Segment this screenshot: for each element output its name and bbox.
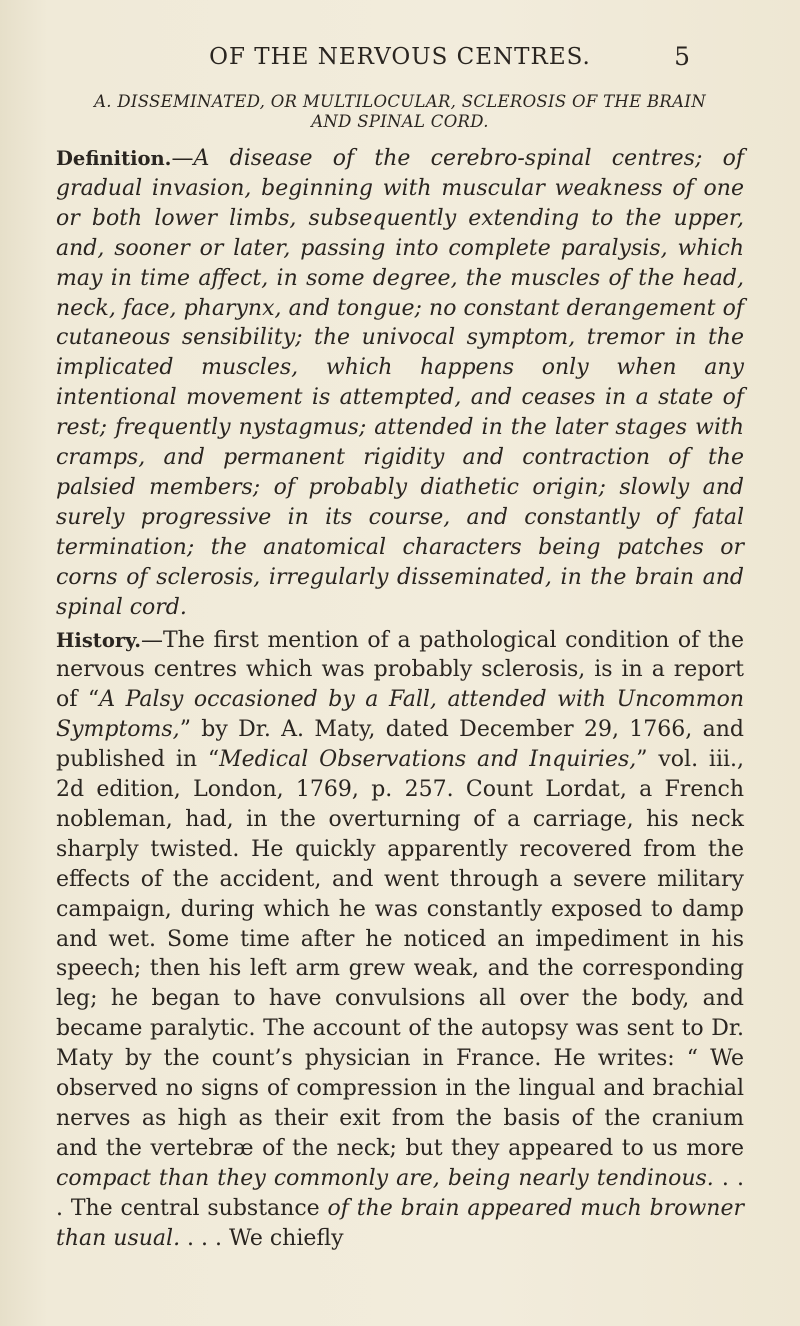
running-head: [0, 40, 800, 80]
history-quote-emphasis-1: compact than they commonly are, being nearly tendinous.: [56, 1165, 714, 1191]
history-cited-title-2: Medical Observations and Inquiries,: [219, 747, 637, 773]
history-text-1: The first mention of a pathological condition of the nervous centres which was probably sclerosis, is in a report of “: [56, 627, 744, 713]
running-title: OF THE NERVOUS CENTRES.: [209, 44, 591, 70]
history-quote-emphasis-2: of the brain appeared much browner than usual.: [56, 1195, 744, 1251]
history-text-5: . . . We chiefly: [180, 1225, 344, 1251]
history-dash: —: [140, 627, 163, 653]
history-text-3: ” vol. iii., 2d edition, London, 1769, p. 257. Count Lordat, a French nobleman, had, in the overturning of a carriage, his neck sharply twisted. He quickly apparently recovered from the effects of the accident, and went through a severe military campaign, during which he was constantly exposed to damp and wet. Some time after he noticed an impediment in his speech; then his left arm grew weak, and the corresponding leg; he began to have convulsions all over the body, and became paralytic. The account of the autopsy was sent to Dr. Maty by the count’s physician in France. He writes: “ We observed no signs of compression in the lingual and brachial nerves as high as their exit from the basis of the cranium and the vertebræ of the neck; but they appeared to us more: [56, 747, 745, 1161]
definition-paragraph: [56, 144, 744, 623]
history-label: History.: [56, 628, 141, 652]
section-heading-line-1: A. DISSEMINATED, OR MULTILOCULAR, SCLEROSIS OF THE BRAIN: [94, 92, 706, 111]
history-paragraph: [56, 626, 744, 1254]
page-number: 5: [674, 42, 690, 71]
definition-text: A disease of the cerebro-spinal centres; of gradual invasion, beginning with muscular weakness of one or both lower limbs, subsequently extending to the upper, and, sooner or later, passing into complete paralysis, which may in time affect, in some degree, the muscles of the head, neck, face, pharynx, and tongue; no constant derangement of cutaneous sensibility; the univocal symptom, tremor in the implicated muscles, which happens only when any intentional movement is attempted, and ceases in a state of rest; frequently nystagmus; attended in the later stages with cramps, and permanent rigidity and contraction of the palsied members; of probably diathetic origin; slowly and surely progressive in its course, and constantly of fatal termination; the anatomical characters being patches or corns of sclerosis, irregularly disseminated, in the brain and spinal cord.: [56, 146, 744, 620]
page-content: [56, 92, 744, 1254]
section-heading-line-2: AND SPINAL CORD.: [311, 112, 489, 131]
section-heading: [56, 92, 744, 132]
history-cited-title-1: A Palsy occasioned by a Fall, attended with Uncommon Symptoms,: [56, 687, 744, 743]
definition-label: Definition.: [56, 147, 172, 170]
history-text-2: ” by Dr. A. Maty, dated December 29, 1766, and published in “: [56, 717, 744, 773]
history-text-4: . . . The central substance: [56, 1165, 744, 1221]
definition-dash: —: [171, 146, 194, 171]
